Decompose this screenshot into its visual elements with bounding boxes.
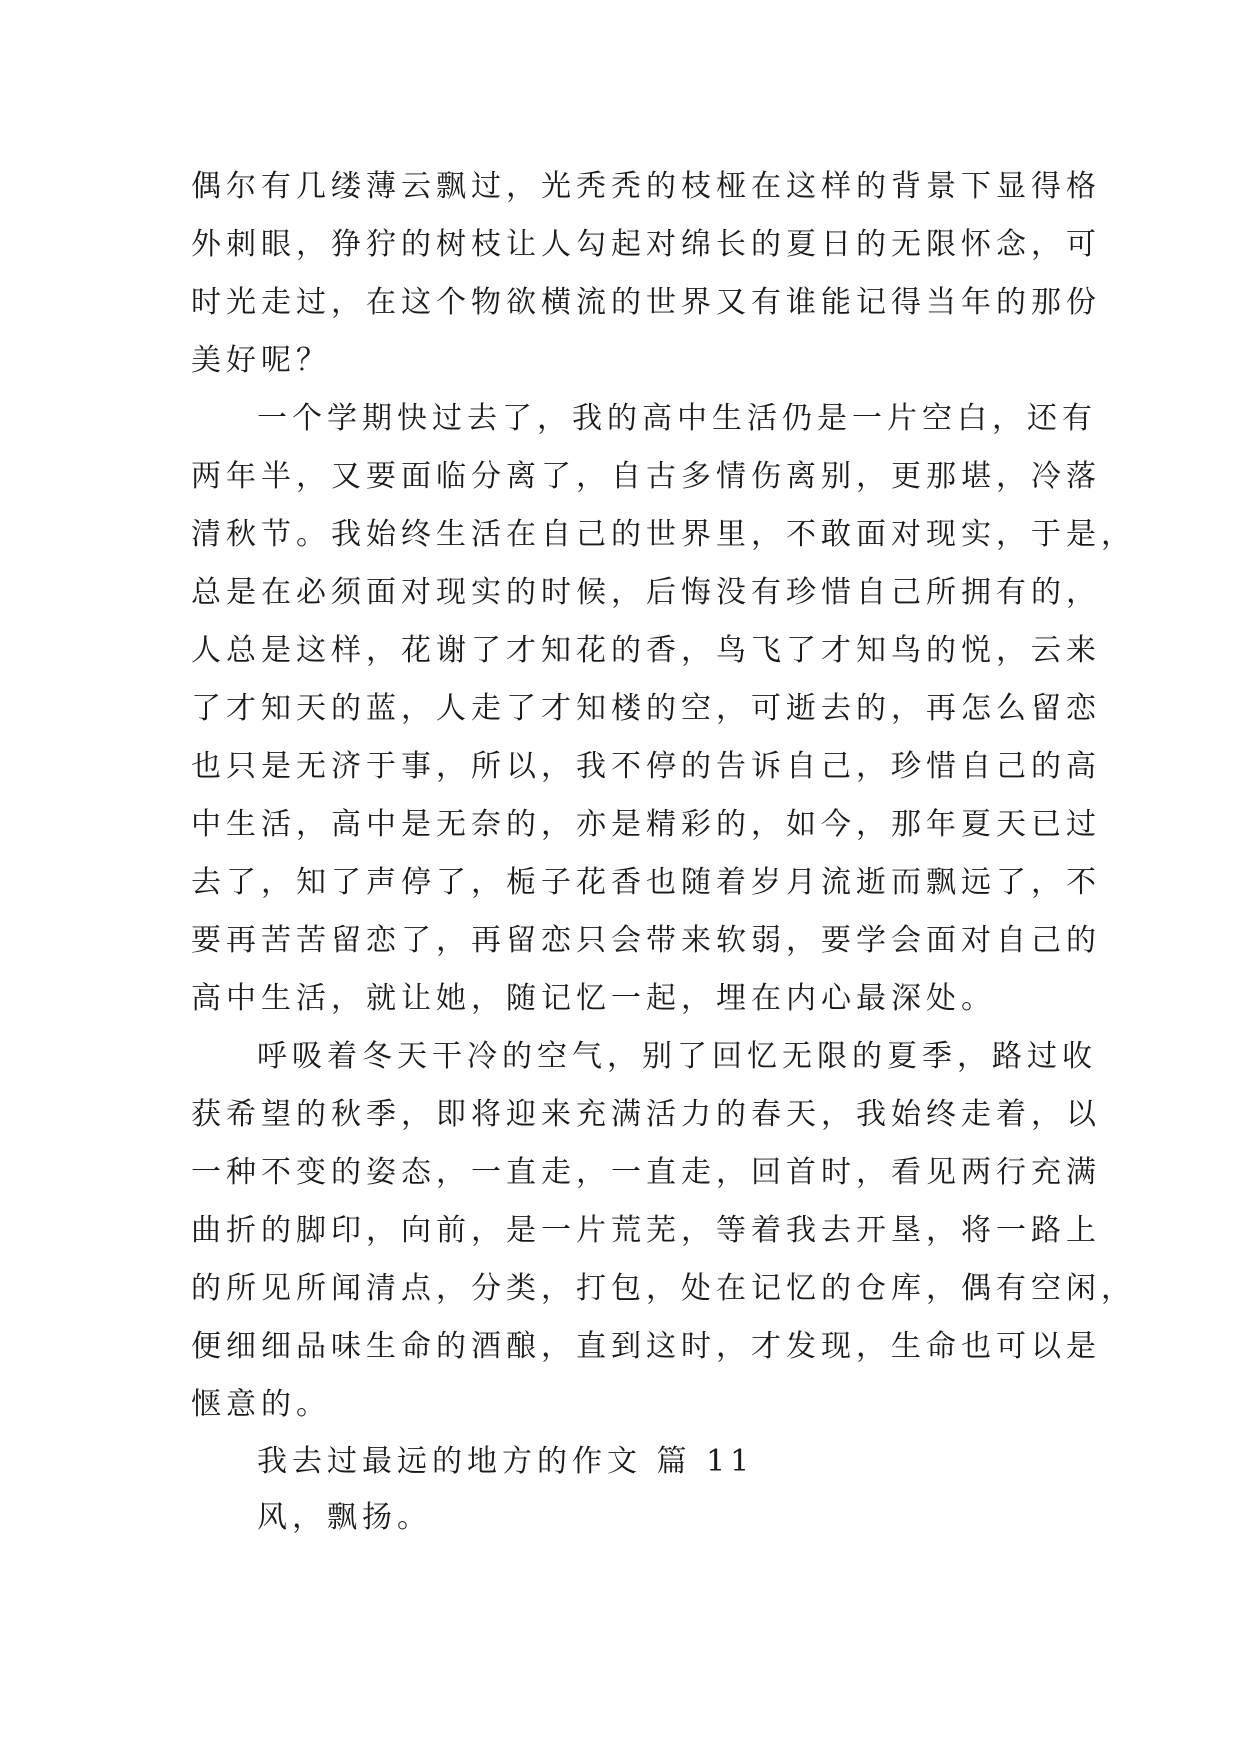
text-line: 清秋节。我始终生活在自己的世界里，不敢面对现实，于是， — [191, 517, 1136, 552]
paragraph-start-line: 一个学期快过去了，我的高中生活仍是一片空白，还有 — [257, 401, 1097, 436]
final-section — [191, 1434, 1056, 1546]
section-heading: 我去过最远的地方的作文 篇 11 — [257, 1444, 755, 1479]
text-line: 惬意的。 — [191, 1387, 331, 1422]
text-line: 的所见所闻清点，分类，打包，处在记忆的仓库，偶有空闲， — [191, 1271, 1136, 1306]
text-line: 外刺眼，狰狞的树枝让人勾起对绵长的夏日的无限怀念，可 — [191, 227, 1101, 262]
text-line: 人总是这样，花谢了才知花的香，鸟飞了才知鸟的悦，云来 — [191, 633, 1101, 668]
text-line: 也只是无济于事，所以，我不停的告诉自己，珍惜自己的高 — [191, 749, 1101, 784]
text-line: 获希望的秋季，即将迎来充满活力的春天，我始终走着，以 — [191, 1097, 1101, 1132]
text-line: 总是在必须面对现实的时候，后悔没有珍惜自己所拥有的， — [191, 575, 1101, 610]
text-line: 中生活，高中是无奈的，亦是精彩的，如今，那年夏天已过 — [191, 807, 1101, 842]
text-line: 要再苦苦留恋了，再留恋只会带来软弱，要学会面对自己的 — [191, 923, 1101, 958]
paragraph-start-line: 呼吸着冬天干冷的空气，别了回忆无限的夏季，路过收 — [257, 1039, 1097, 1074]
text-line: 一种不变的姿态，一直走，一直走，回首时，看见两行充满 — [191, 1155, 1101, 1190]
text-line: 高中生活，就让她，随记忆一起，埋在内心最深处。 — [191, 981, 996, 1016]
text-line: 时光走过，在这个物欲横流的世界又有谁能记得当年的那份 — [191, 285, 1101, 320]
text-line: 便细细品味生命的酒酿，直到这时，才发现，生命也可以是 — [191, 1329, 1101, 1364]
text-line: 去了，知了声停了，栀子花香也随着岁月流逝而飘远了，不 — [191, 865, 1101, 900]
text-line: 了才知天的蓝，人走了才知楼的空，可逝去的，再怎么留恋 — [191, 691, 1101, 726]
text-line: 美好呢？ — [191, 343, 331, 378]
text-line: 两年半，又要面临分离了，自古多情伤离别，更那堪，冷落 — [191, 459, 1101, 494]
essay-body — [191, 158, 1136, 1546]
text-line: 偶尔有几缕薄云飘过，光秃秃的枝桠在这样的背景下显得格 — [191, 169, 1101, 204]
text-line: 曲折的脚印，向前，是一片荒芜，等着我去开垦，将一路上 — [191, 1213, 1101, 1248]
paragraph-start-line: 风，飘扬。 — [257, 1500, 432, 1535]
